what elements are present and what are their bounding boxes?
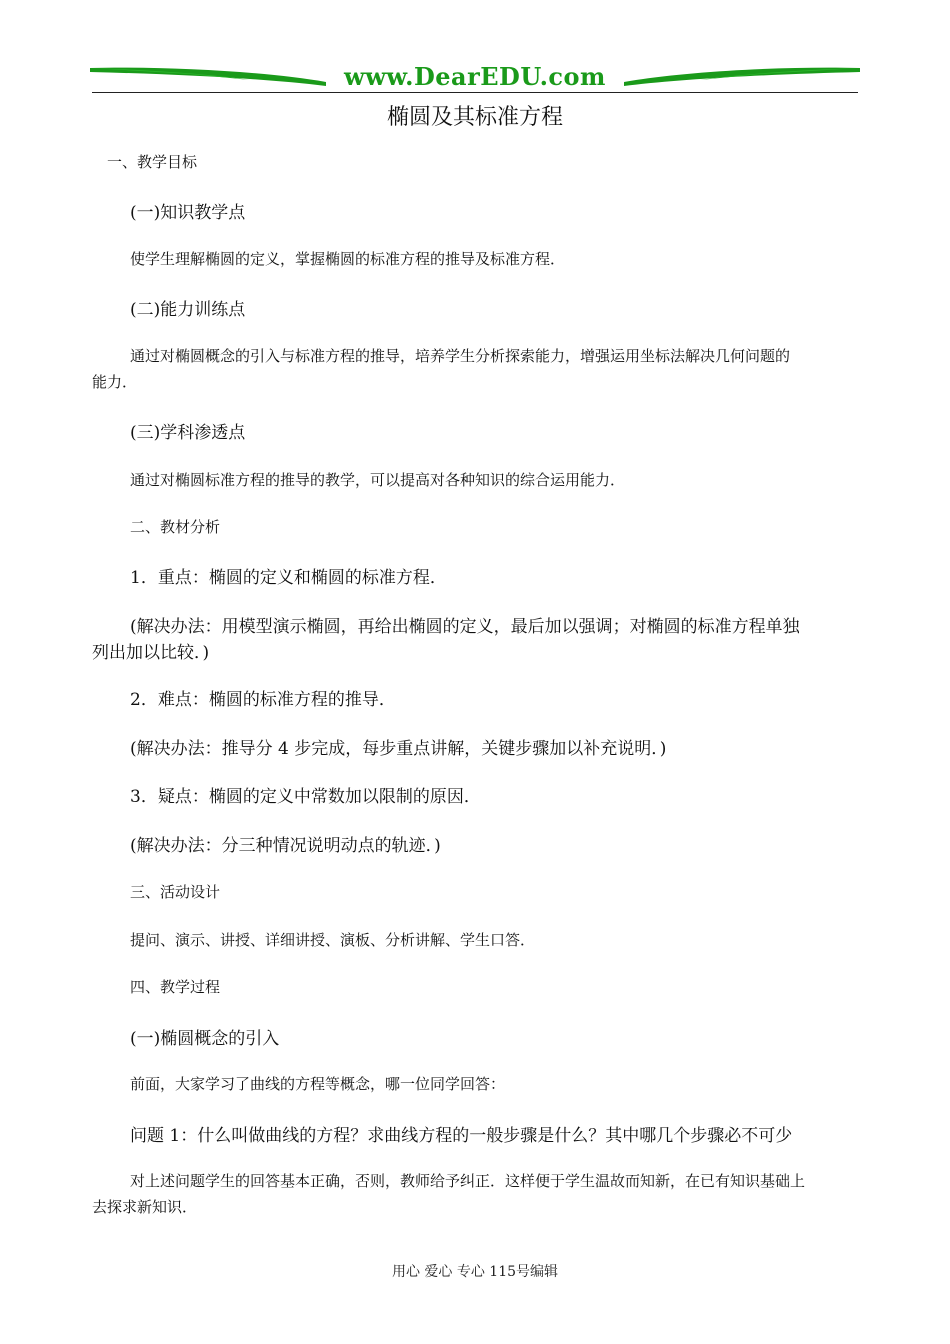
- paragraph: (解决办法：用模型演示椭圆，再给出椭圆的定义，最后加以强调；对椭圆的标准方程单独: [130, 617, 800, 637]
- section-heading-activities: 三、活动设计: [130, 883, 221, 901]
- paragraph: (解决办法：推导分 4 步完成，每步重点讲解，关键步骤加以补充说明．): [130, 739, 667, 759]
- section-heading-process: 四、教学过程: [130, 978, 221, 996]
- paragraph: (解决办法：分三种情况说明动点的轨迹．): [130, 836, 441, 856]
- site-logo-text[interactable]: www.DearEDU.com: [344, 62, 606, 91]
- section-heading-objectives: 一、教学目标: [107, 153, 198, 171]
- subheading-knowledge: (一)知识教学点: [130, 203, 246, 223]
- question: 问题 1：什么叫做曲线的方程？求曲线方程的一般步骤是什么？其中哪几个步骤必不可少: [130, 1126, 793, 1146]
- subheading-introduction: (一)椭圆概念的引入: [130, 1029, 280, 1049]
- paragraph: 使学生理解椭圆的定义，掌握椭圆的标准方程的推导及标准方程．: [130, 250, 566, 268]
- paragraph: 前面，大家学习了曲线的方程等概念，哪一位同学回答：: [130, 1075, 506, 1093]
- list-item: 3．疑点：椭圆的定义中常数加以限制的原因．: [130, 787, 481, 807]
- paragraph-continuation: 能力．: [92, 373, 138, 391]
- subheading-discipline: (三)学科渗透点: [130, 423, 246, 443]
- page-footer: 用心 爱心 专心 115号编辑: [391, 1264, 559, 1280]
- list-item: 2．难点：椭圆的标准方程的推导．: [130, 690, 396, 710]
- paragraph-continuation: 列出加以比较．): [92, 643, 210, 663]
- paragraph-continuation: 去探求新知识．: [92, 1198, 198, 1216]
- paragraph: 通过对椭圆概念的引入与标准方程的推导，培养学生分析探索能力，增强运用坐标法解决几何问题的: [130, 347, 791, 365]
- list-item: 1．重点：椭圆的定义和椭圆的标准方程．: [130, 568, 447, 588]
- section-heading-analysis: 二、教材分析: [130, 518, 221, 536]
- paragraph: 对上述问题学生的回答基本正确，否则，教师给予纠正．这样便于学生温故而知新，在已有知识基础上: [130, 1172, 806, 1190]
- subheading-ability: (二)能力训练点: [130, 300, 246, 320]
- paragraph: 通过对椭圆标准方程的推导的教学，可以提高对各种知识的综合运用能力．: [130, 471, 626, 489]
- header-divider: [92, 92, 858, 93]
- document-title: 椭圆及其标准方程: [386, 105, 563, 130]
- paragraph: 提问、演示、讲授、详细讲授、演板、分析讲解、学生口答．: [130, 931, 536, 949]
